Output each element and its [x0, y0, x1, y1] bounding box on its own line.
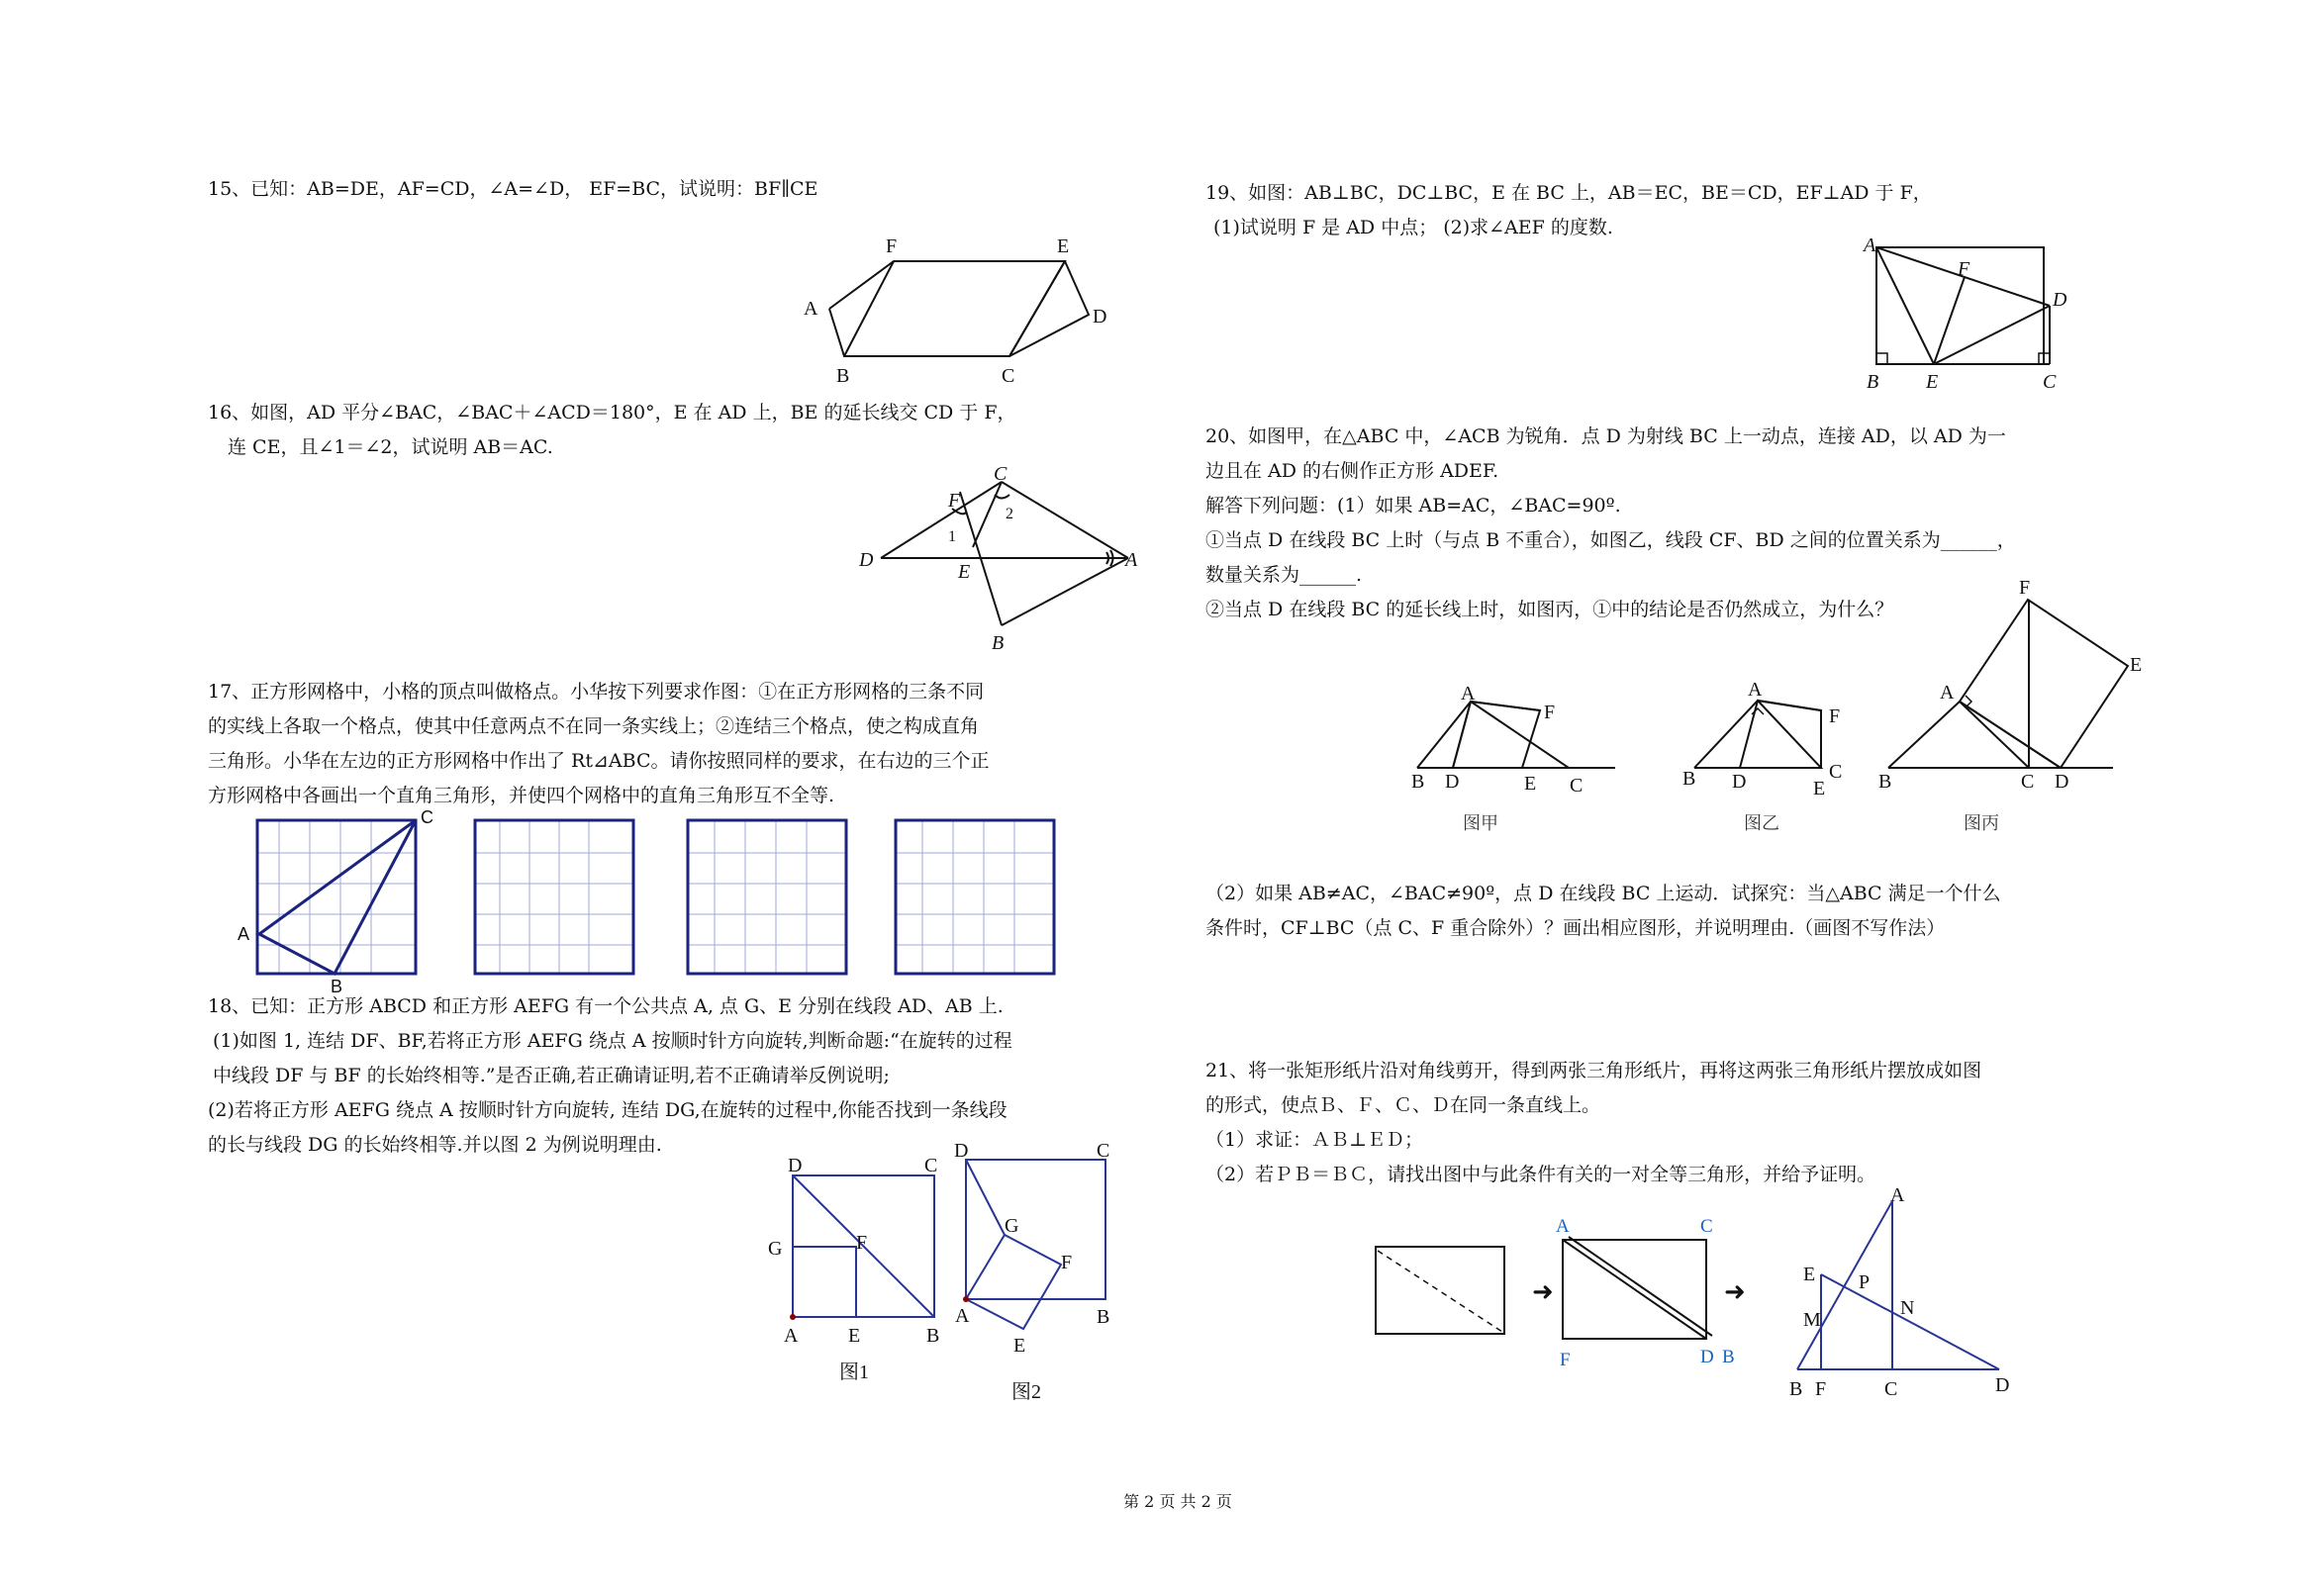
- q20-fig-jia: [1417, 702, 1615, 768]
- q18-line-4: (2)若将正方形 AEFG 绕点 A 按顺时针方向旋转, 连结 DG,在旋转的过程中,你能否找到一条线段: [208, 1099, 1008, 1121]
- q20-after-2: 条件时，CF⊥BC（点 C、F 重合除外）？画出相应图形，并说明理由.（画图不写作法）: [1205, 917, 1946, 939]
- q20-line-5: 数量关系为______.: [1205, 564, 1363, 586]
- q17-grid-3: [688, 820, 846, 974]
- q19-label-b: B: [1867, 371, 1879, 393]
- q20-fig-yi: [1694, 701, 1821, 768]
- q20-after-1: （2）如果 AB≠AC，∠BAC≠90º，点 D 在线段 BC 上运动．试探究：当△ABC 满足一个什么: [1205, 883, 2001, 904]
- q20-jia-label-e: E: [1524, 773, 1537, 795]
- q20-line-4: ①当点 D 在线段 BC 上时（与点 B 不重合），如图乙，线段 CF、BD 之间的位置关系为______，: [1205, 529, 2016, 551]
- q19-label-f: F: [1958, 258, 1970, 280]
- q21-arrow-1: ➜: [1532, 1277, 1554, 1306]
- q16-label-f: F: [948, 490, 961, 512]
- q18-fig2-label-b: B: [1097, 1306, 1110, 1328]
- q18-fig1-label-a: A: [784, 1325, 799, 1347]
- q21-label-p: P: [1859, 1271, 1871, 1293]
- q16-label-c: C: [994, 463, 1008, 485]
- q18-line-1: 18、已知：正方形 ABCD 和正方形 AEFG 有一个公共点 A, 点 G、E 分别在线段 AD、AB 上.: [208, 995, 1004, 1017]
- q20-bing-label-b: B: [1878, 771, 1892, 793]
- q19-line-2: (1)试说明 F 是 AD 中点； (2)求∠AEF 的度数.: [1213, 217, 1613, 238]
- q17-line-4: 方形网格中各画出一个直角三角形，并使四个网格中的直角三角形互不全等.: [208, 785, 835, 806]
- q15-label-b: B: [836, 365, 850, 387]
- q18-line-3: 中线段 DF 与 BF 的长始终相等.”是否正确,若正确请证明,若不正确请举反例说明;: [213, 1065, 890, 1086]
- q20-yi-label-b: B: [1682, 768, 1696, 790]
- q19-label-a: A: [1864, 235, 1876, 256]
- q21-rect-1: [1376, 1247, 1504, 1334]
- q15-label-f: F: [886, 235, 898, 257]
- q18-fig2: [966, 1160, 1105, 1329]
- q20-jia-caption: 图甲: [1463, 813, 1498, 833]
- q18-fig1-label-b: B: [926, 1325, 940, 1347]
- q20-yi-label-f: F: [1829, 705, 1841, 727]
- q18-fig2-label-a: A: [955, 1305, 970, 1327]
- q21-label-m: M: [1803, 1309, 1821, 1331]
- q20-bing-label-d: D: [2055, 771, 2069, 793]
- q16-label-two: 2: [1006, 506, 1013, 522]
- q19-line-1: 19、如图：AB⊥BC，DC⊥BC，E 在 BC 上，AB＝EC，BE＝CD，EF⊥AD 于 F，: [1205, 182, 1932, 204]
- q21-line-2: 的形式，使点Ｂ、Ｆ、Ｃ、Ｄ在同一条直线上。: [1205, 1094, 1601, 1116]
- q17-grid-4: [896, 820, 1054, 974]
- q19-label-d: D: [2053, 289, 2067, 311]
- q21-label-f: F: [1815, 1378, 1827, 1400]
- q20-jia-label-f: F: [1544, 702, 1556, 723]
- q21-label-b: B: [1789, 1378, 1803, 1400]
- q21-rect2-label-a: A: [1556, 1216, 1570, 1237]
- q16-label-b: B: [992, 632, 1005, 654]
- q21-label-a: A: [1890, 1184, 1905, 1206]
- q16-label-d: D: [859, 549, 874, 571]
- q21-triangles: [1797, 1201, 1999, 1369]
- q18-fig2-label-e: E: [1013, 1335, 1026, 1357]
- q15-figure: [829, 261, 1089, 356]
- q18-fig1-label-e: E: [848, 1325, 861, 1347]
- q17-grid-1: [257, 820, 416, 974]
- q20-yi-label-d: D: [1732, 771, 1747, 793]
- q15-text: 15、已知：AB=DE，AF=CD，∠A=∠D， EF=BC，试说明：BF∥CE: [208, 178, 818, 200]
- q21-label-n: N: [1900, 1297, 1915, 1319]
- q18-line-5: 的长与线段 DG 的长始终相等.并以图 2 为例说明理由.: [208, 1134, 662, 1156]
- q21-rect2-label-d: D: [1700, 1347, 1714, 1367]
- q16-line-2: 连 CE，且∠1＝∠2，试说明 AB＝AC.: [228, 436, 553, 458]
- q20-jia-label-a: A: [1461, 683, 1476, 704]
- q17-label-c: C: [421, 807, 433, 827]
- q16-figure: [881, 482, 1128, 625]
- q20-jia-label-c: C: [1570, 775, 1584, 797]
- q21-label-d: D: [1995, 1374, 2010, 1396]
- q15-label-a: A: [804, 298, 818, 320]
- q18-fig2-caption: 图2: [1011, 1381, 1041, 1403]
- q17-line-1: 17、正方形网格中，小格的顶点叫做格点。小华按下列要求作图：①在正方形网格的三条不同: [208, 681, 985, 703]
- q18-fig2-label-f: F: [1061, 1252, 1073, 1273]
- q21-line-1: 21、将一张矩形纸片沿对角线剪开，得到两张三角形纸片，再将这两张三角形纸片摆放成如图: [1205, 1060, 1982, 1081]
- q21-arrow-2: ➜: [1724, 1277, 1746, 1306]
- q21-rect-2: [1563, 1237, 1712, 1339]
- q17-label-b: B: [331, 977, 343, 996]
- q20-jia-label-d: D: [1445, 771, 1460, 793]
- q15-label-d: D: [1093, 306, 1107, 328]
- q18-fig1-label-c: C: [924, 1155, 938, 1176]
- q21-label-c: C: [1884, 1378, 1898, 1400]
- q18-fig2-label-g: G: [1005, 1215, 1019, 1237]
- q16-label-a: A: [1125, 549, 1138, 571]
- q20-line-1: 20、如图甲，在△ABC 中，∠ACB 为锐角．点 D 为射线 BC 上一动点，连接 AD，以 AD 为一: [1205, 425, 2006, 447]
- q20-line-3: 解答下列问题：(1）如果 AB=AC，∠BAC=90º.: [1205, 495, 1621, 516]
- q18-fig2-point-a: [963, 1296, 969, 1302]
- q18-fig1-caption: 图1: [839, 1361, 869, 1383]
- page-footer: 第 2 页 共 2 页: [1123, 1492, 1232, 1511]
- q20-fig-bing: [1888, 600, 2128, 768]
- q17-line-3: 三角形。小华在左边的正方形网格中作出了 Rt⊿ABC。请你按照同样的要求，在右边的三个正: [208, 750, 990, 772]
- q18-fig2-label-d: D: [954, 1140, 969, 1162]
- q17-grid-2: [475, 820, 633, 974]
- q20-bing-label-c: C: [2021, 771, 2035, 793]
- q15-label-c: C: [1002, 365, 1015, 387]
- q20-bing-label-e: E: [2130, 654, 2143, 676]
- q21-rect2-label-c: C: [1700, 1216, 1713, 1237]
- q20-bing-caption: 图丙: [1964, 813, 1999, 833]
- q18-fig1-label-g: G: [768, 1238, 783, 1260]
- q18-fig1-label-f: F: [856, 1232, 868, 1254]
- q15-label-e: E: [1057, 235, 1070, 257]
- q20-bing-label-f: F: [2019, 577, 2031, 599]
- q21-rect2-label-f: F: [1560, 1350, 1571, 1370]
- q16-label-e: E: [958, 561, 971, 583]
- q20-yi-caption: 图乙: [1744, 813, 1779, 833]
- q21-line-3: （1）求证：ＡＢ⊥ＥＤ；: [1205, 1129, 1423, 1151]
- q18-fig1-label-d: D: [788, 1155, 803, 1176]
- q20-line-2: 边且在 AD 的右侧作正方形 ADEF.: [1205, 460, 1499, 482]
- q16-label-one: 1: [948, 528, 956, 545]
- q21-rect2-label-b: B: [1722, 1347, 1735, 1367]
- q20-bing-label-a: A: [1940, 682, 1955, 704]
- q20-yi-label-a: A: [1748, 679, 1763, 701]
- q18-fig2-label-c: C: [1097, 1140, 1110, 1162]
- q20-yi-label-e: E: [1813, 778, 1826, 799]
- q20-jia-label-b: B: [1411, 771, 1425, 793]
- q20-yi-label-c: C: [1829, 761, 1843, 783]
- q20-line-6: ②当点 D 在线段 BC 的延长线上时，如图丙，①中的结论是否仍然成立，为什么？: [1205, 599, 1894, 620]
- q17-line-2: 的实线上各取一个格点，使其中任意两点不在同一条实线上；②连结三个格点，使之构成直角: [208, 715, 980, 737]
- q17-label-a: A: [238, 924, 250, 944]
- q16-line-1: 16、如图，AD 平分∠BAC，∠BAC＋∠ACD＝180°，E 在 AD 上，BE 的延长线交 CD 于 F，: [208, 402, 1016, 423]
- q19-label-c: C: [2043, 371, 2057, 393]
- q19-label-e: E: [1926, 371, 1939, 393]
- q18-fig1-point-a: [790, 1314, 796, 1320]
- q21-label-e: E: [1803, 1264, 1816, 1285]
- q21-line-4: （2）若ＰＢ＝ＢＣ，请找出图中与此条件有关的一对全等三角形，并给予证明。: [1205, 1164, 1876, 1185]
- q18-line-2: (1)如图 1, 连结 DF、BF,若将正方形 AEFG 绕点 A 按顺时针方向旋转,判断命题:“在旋转的过程: [213, 1030, 1012, 1052]
